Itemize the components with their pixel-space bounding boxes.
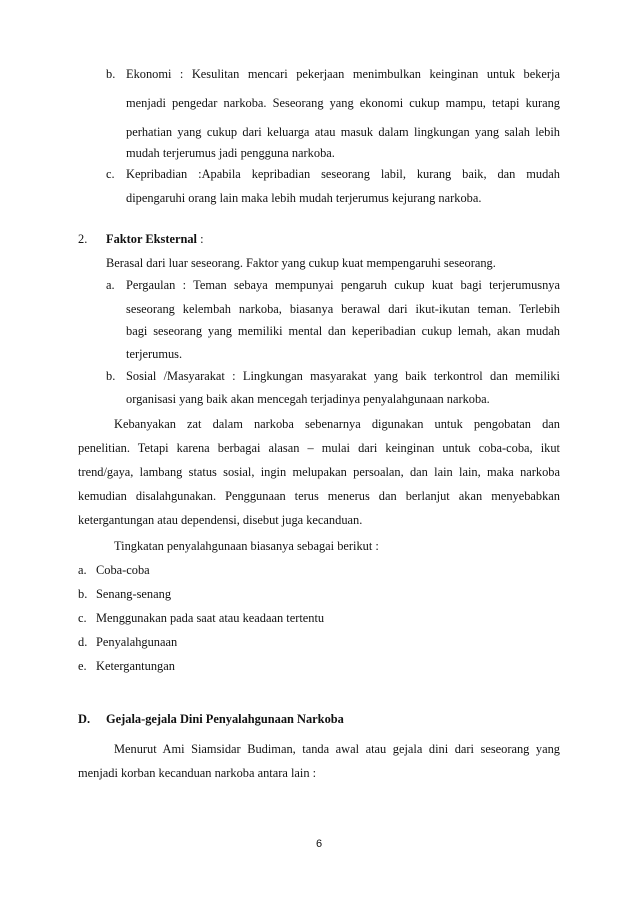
paragraph-line: Menurut Ami Siamsidar Budiman, tanda awal atau gejala dini dari seseorang yang [114,742,560,756]
list-marker: c. [106,167,115,181]
paragraph-line: trend/gaya, lambang status sosial, ingin melupakan persoalan, dan lain lain, maka narkoba [78,465,560,479]
section-heading [106,231,204,247]
list-item: Menggunakan pada saat atau keadaan tertentu [96,611,325,625]
list-marker: d. [78,635,88,649]
section-letter: D. [78,712,91,726]
list-line: organisasi yang baik akan mencegah terjadinya penyalahgunaan narkoba. [126,392,490,406]
paragraph-line: Kebanyakan zat dalam narkoba sebenarnya digunakan untuk pengobatan dan [114,417,560,431]
section-heading: Gejala-gejala Dini Penyalahgunaan Narkoba [106,712,344,726]
tingkatan-intro: Tingkatan penyalahgunaan biasanya sebagai berikut : [114,539,379,553]
page-number: 6 [315,838,323,850]
list-item: Coba-coba [96,563,150,577]
list-line: menjadi pengedar narkoba. Seseorang yang ekonomi cukup mampu, tetapi kurang [126,96,560,110]
list-line: terjerumus. [126,347,183,361]
section-number: 2. [78,232,88,246]
list-item: Senang-senang [96,587,172,601]
list-item: Ketergantungan [96,659,175,673]
list-line: Sosial /Masyarakat : Lingkungan masyarakat yang baik terkontrol dan memiliki [126,369,560,383]
list-marker: b. [106,369,116,383]
list-marker: a. [78,563,87,577]
list-line: seseorang kelembah narkoba, biasanya berawal dari ikut-ikutan teman. Terlebih [126,302,560,316]
list-marker: b. [78,587,88,601]
list-line: Ekonomi : Kesulitan mencari pekerjaan menimbulkan keinginan untuk bekerja [126,67,560,81]
paragraph-line: ketergantungan atau dependensi, disebut juga kecanduan. [78,513,363,527]
paragraph-line: kemudian disalahgunakan. Penggunaan terus menerus dan berlanjut akan menyebabkan [78,489,560,503]
paragraph-line: penelitian. Tetapi karena berbagai alasan – mulai dari keinginan untuk coba-coba, ikut [78,441,560,455]
list-marker: c. [78,611,87,625]
list-marker: e. [78,659,87,673]
section-heading-text: Faktor Eksternal [106,232,197,246]
list-line: dipengaruhi orang lain maka lebih mudah terjerumus kejurang narkoba. [126,191,482,205]
list-marker: a. [106,278,115,292]
list-line: Kepribadian :Apabila kepribadian seseorang labil, kurang baik, dan mudah [126,167,560,181]
list-item: Penyalahgunaan [96,635,178,649]
paragraph-line: menjadi korban kecanduan narkoba antara lain : [78,766,317,780]
list-line: bagi seseorang yang memiliki mental dan keperibadian cukup lemah, akan mudah [126,324,560,338]
list-line: Pergaulan : Teman sebaya mempunyai pengaruh cukup kuat bagi terjerumusnya [126,278,560,292]
section-heading-suffix: : [196,232,204,246]
list-marker: b. [106,67,116,81]
section-intro: Berasal dari luar seseorang. Faktor yang cukup kuat mempengaruhi seseorang. [106,256,496,270]
list-line: perhatian yang cukup dari keluarga atau masuk dalam lingkungan yang salah lebih [126,125,560,139]
list-line: mudah terjerumus jadi pengguna narkoba. [126,146,335,160]
